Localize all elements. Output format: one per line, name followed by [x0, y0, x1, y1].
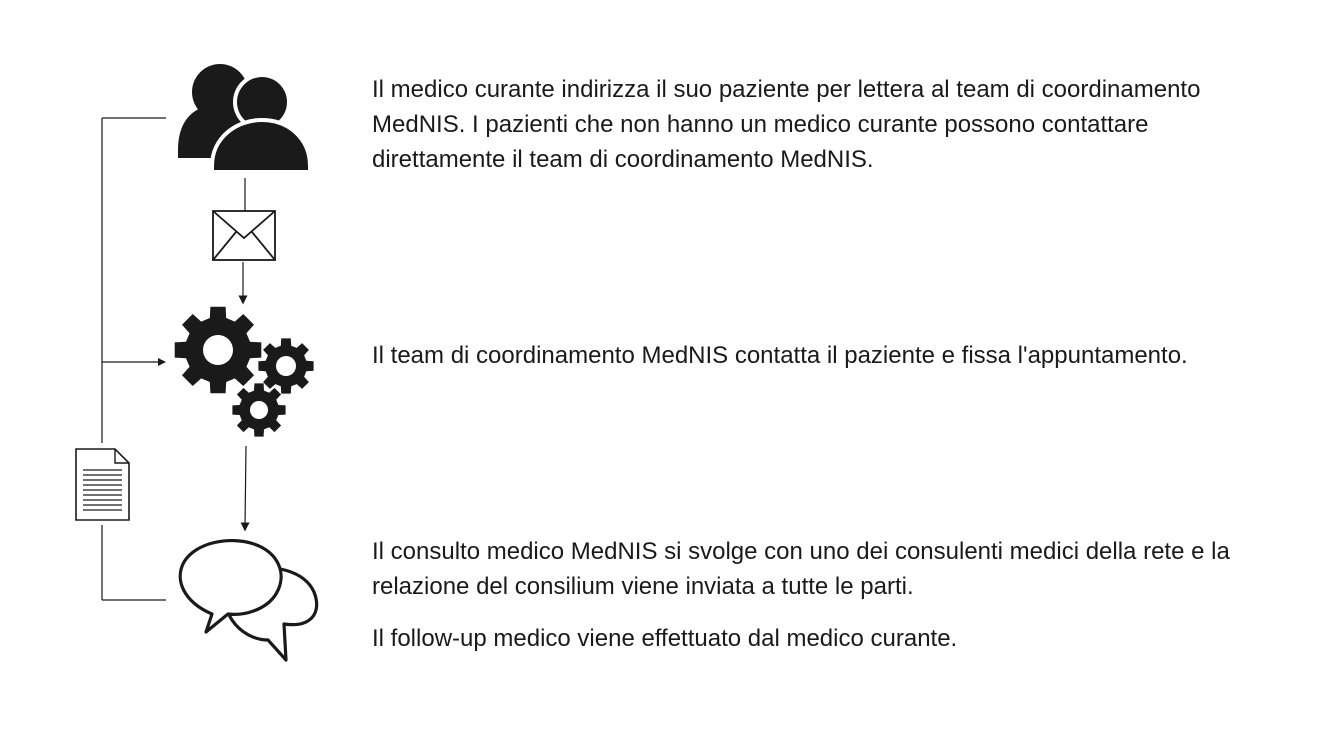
small-gear-hole: [250, 401, 268, 419]
appointment-connector: [245, 446, 246, 527]
gears-icon: [175, 307, 314, 437]
document-icon: [76, 449, 129, 520]
medium-gear-hole: [276, 356, 296, 376]
envelope-icon: [213, 211, 275, 260]
feedback-loop-connector: [102, 118, 166, 600]
step-followup-text: Il follow-up medico viene effettuato dal medico curante.: [372, 625, 958, 652]
step-consultation-text: Il consulto medico MedNIS si svolge con uno dei consulenti medici della rete e la relazione del consilium viene inviata a tutte le parti.: [372, 538, 1230, 600]
users-icon: [178, 64, 310, 172]
speech-bubbles-icon: [180, 541, 316, 660]
step-coordination-text: Il team di coordinamento MedNIS contatta il paziente e fissa l'appuntamento.: [372, 342, 1188, 369]
large-gear-hole: [203, 335, 233, 365]
step-referral-text: Il medico curante indirizza il suo paziente per lettera al team di coordinamento MedNIS. I pazienti che non hanno un medico curante possono contattare direttamente il team di coordinamento MedNIS.: [372, 76, 1201, 173]
